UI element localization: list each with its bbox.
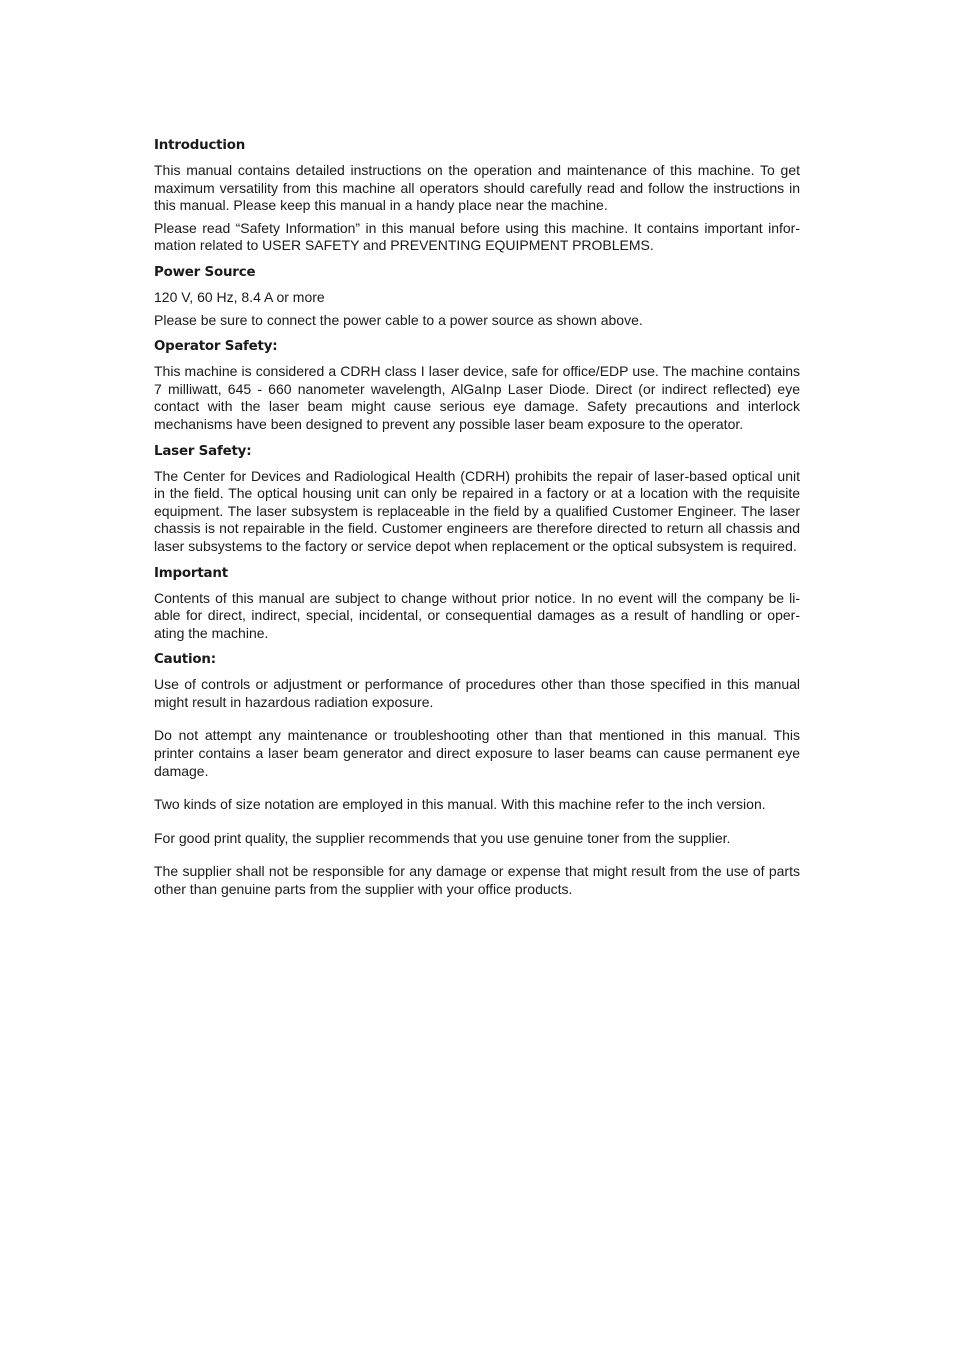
section-caution	[154, 651, 800, 898]
section-heading: Laser Safety:	[154, 443, 252, 459]
manual-page	[154, 137, 800, 908]
section-heading: Operator Safety:	[154, 339, 278, 355]
section-operator-safety	[154, 338, 800, 433]
paragraph: Contents of this manual are subject to change without prior notice. In no event will the company be liable for direct, indirect, special, incidental, or consequential damages as a result of handling or operating the machine.	[154, 589, 800, 641]
paragraph: For good print quality, the supplier recommends that you use genuine toner from the supplier.	[154, 829, 731, 846]
paragraph: Please read “Safety Information” in this manual before using this machine. It contains important information related to USER SAFETY and PREVENTING EQUIPMENT PROBLEMS.	[154, 219, 800, 254]
paragraph: 120 V, 60 Hz, 8.4 A or more	[154, 288, 325, 305]
paragraph: This manual contains detailed instructions on the operation and maintenance of this machine. To get maximum versatility from this machine all operators should carefully read and follow the instructions in this manual. Please keep this manual in a handy place near the machine.	[154, 162, 800, 214]
section-heading: Important	[154, 565, 228, 581]
paragraph: This machine is considered a CDRH class I laser device, safe for office/EDP use. The machine contains 7 milliwatt, 645 - 660 nanometer wavelength, AlGaInp Laser Diode. Direct (or indirect reflected) eye contact with the laser beam might cause serious eye damage. Safety precautions and interlock mechanisms have been designed to prevent any possible laser beam exposure to the operator.	[154, 363, 800, 432]
paragraph: Use of controls or adjustment or performance of procedures other than those specified in this manual might result in hazardous radiation exposure.	[154, 676, 800, 710]
paragraph: The supplier shall not be responsible for any damage or expense that might result from the use of parts other than genuine parts from the supplier with your office products.	[154, 863, 800, 898]
paragraph: Do not attempt any maintenance or troubleshooting other than that mentioned in this manual. This printer contains a laser beam generator and direct exposure to laser beams can cause permanent eye damage.	[154, 727, 800, 779]
paragraph: Two kinds of size notation are employed in this manual. With this machine refer to the inch version.	[154, 796, 766, 813]
section-laser-safety	[154, 443, 800, 556]
section-power-source	[154, 264, 800, 329]
section-important	[154, 565, 800, 643]
section-heading: Caution:	[154, 652, 216, 668]
paragraph: Please be sure to connect the power cable to a power source as shown above.	[154, 311, 643, 328]
section-heading: Introduction	[154, 138, 246, 153]
paragraph: The Center for Devices and Radiological Health (CDRH) prohibits the repair of laser-based optical unit in the field. The optical housing unit can only be repaired in a factory or at a location with the requisite equipment. The laser subsystem is replaceable in the field by a qualified Customer Engineer. The laser chassis is not repairable in the field. Customer engineers are therefore directed to return all chassis and laser subsystems to the factory or service depot when replacement or the optical subsystem is required.	[154, 467, 800, 554]
section-introduction	[154, 137, 800, 255]
section-heading: Power Source	[154, 264, 256, 280]
